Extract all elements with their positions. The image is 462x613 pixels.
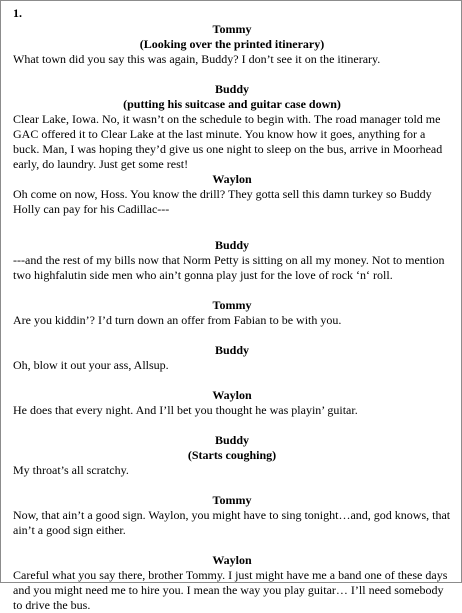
block-spacer xyxy=(13,478,451,493)
block-spacer xyxy=(13,538,451,553)
dialogue-text: Clear Lake, Iowa. No, it wasn’t on the schedule to begin with. The road manager told me GAC offered it to Clear Lake at the last minute. You know how it goes, anything for a buck. Man, I was hoping they’d give us one night to sleep on the bus, arrive in Moorhead early, do laundry. Just get some rest! xyxy=(13,112,443,171)
dialogue-block-waylon-2 xyxy=(13,388,451,418)
dialogue-text: He does that every night. And I’ll bet you thought he was playin’ guitar. xyxy=(13,403,358,417)
stage-direction: (Starts coughing) xyxy=(187,448,277,462)
dialogue-block-buddy-4 xyxy=(13,433,451,478)
block-spacer xyxy=(13,217,451,232)
dialogue-block-waylon-1 xyxy=(13,172,451,217)
dialogue-text: Oh come on now, Hoss. You know the drill? They gotta sell this damn turkey so Buddy Holly can pay for his Cadillac--- xyxy=(13,187,432,216)
speaker-name: Tommy xyxy=(212,493,252,507)
dialogue-block-buddy-1 xyxy=(13,82,451,172)
dialogue-text: Are you kiddin’? I’d turn down an offer from Fabian to be with you. xyxy=(13,313,342,327)
dialogue-block-tommy-1 xyxy=(13,22,451,67)
speaker-name: Waylon xyxy=(212,172,252,186)
block-spacer xyxy=(13,67,451,82)
speaker-name: Waylon xyxy=(212,553,252,567)
script-body xyxy=(13,22,451,613)
block-spacer xyxy=(13,328,451,343)
speaker-name: Waylon xyxy=(212,388,252,402)
dialogue-text: Careful what you say there, brother Tommy. I just might have me a band one of these days and you might need me to hire you. I mean the way you play guitar… I’ll need somebody to drive the bus. xyxy=(13,568,448,612)
block-spacer xyxy=(13,283,451,298)
dialogue-block-buddy-2 xyxy=(13,238,451,283)
stage-direction: (putting his suitcase and guitar case down) xyxy=(123,97,341,111)
block-spacer xyxy=(13,373,451,388)
speaker-name: Buddy xyxy=(214,433,250,447)
dialogue-block-buddy-3 xyxy=(13,343,451,373)
dialogue-block-waylon-3 xyxy=(13,553,451,613)
speaker-name: Tommy xyxy=(212,22,252,36)
dialogue-text: Oh, blow it out your ass, Allsup. xyxy=(13,358,169,372)
speaker-name: Buddy xyxy=(214,238,250,252)
dialogue-text: Now, that ain’t a good sign. Waylon, you might have to sing tonight…and, god knows, that ain’t a good sign either. xyxy=(13,508,451,537)
speaker-name: Buddy xyxy=(214,343,250,357)
dialogue-block-tommy-3 xyxy=(13,493,451,538)
dialogue-text: ---and the rest of my bills now that Norm Petty is sitting on all my money. Not to mention two highfalutin side men who ain’t gonna play just for the love of rock ‘n‘ roll. xyxy=(13,253,445,282)
speaker-name: Buddy xyxy=(214,82,250,96)
scene-number: 1. xyxy=(13,6,22,20)
stage-direction: (Looking over the printed itinerary) xyxy=(139,37,325,51)
dialogue-text: My throat’s all scratchy. xyxy=(13,463,129,477)
dialogue-block-tommy-2 xyxy=(13,298,451,328)
block-spacer xyxy=(13,418,451,433)
speaker-name: Tommy xyxy=(212,298,252,312)
dialogue-text: What town did you say this was again, Buddy? I don’t see it on the itinerary. xyxy=(13,52,381,66)
